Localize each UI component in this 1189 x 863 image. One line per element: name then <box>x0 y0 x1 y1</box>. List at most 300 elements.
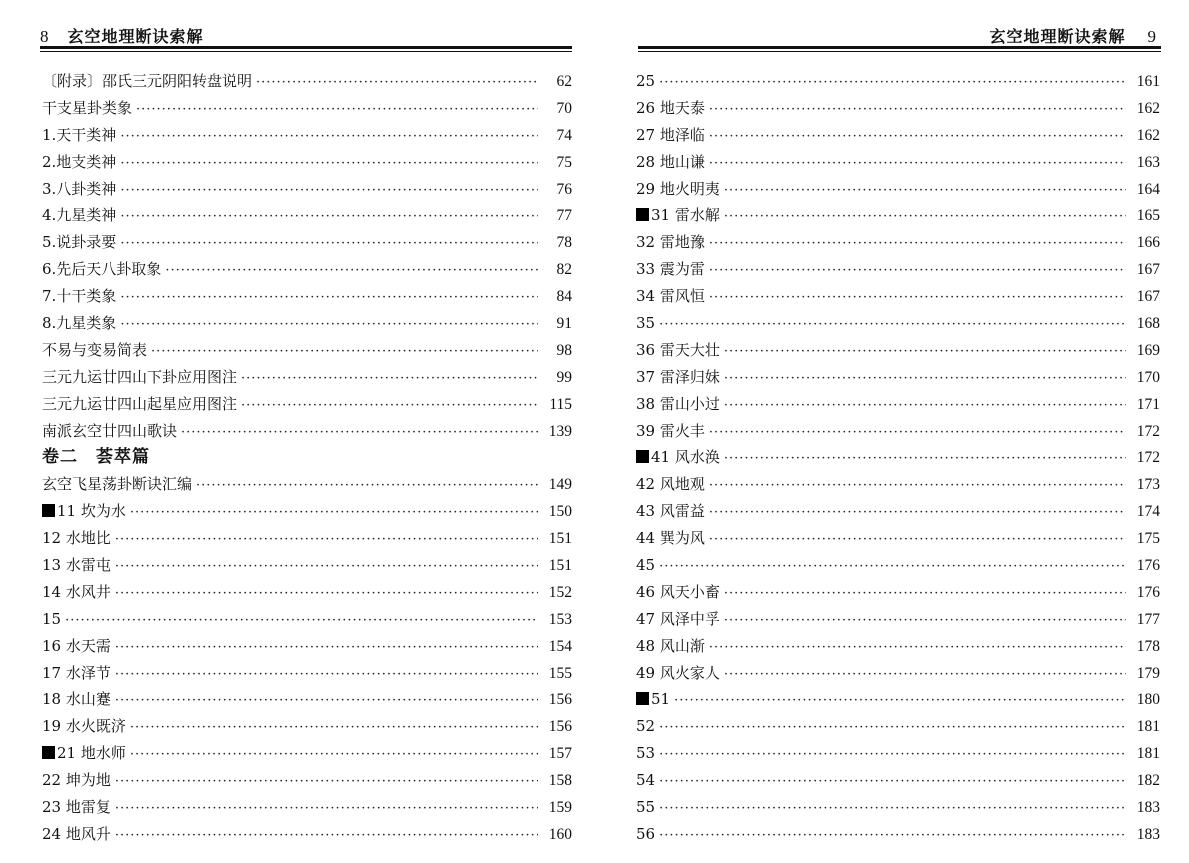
toc-entry-page: 164 <box>1136 180 1160 198</box>
toc-entry-text: 37 雷泽归妹 <box>636 367 720 386</box>
toc-entry <box>42 525 572 552</box>
toc-entry <box>42 579 572 606</box>
toc-entry-label <box>636 202 720 229</box>
toc-list <box>636 68 1160 848</box>
dot-leader <box>659 715 1126 742</box>
toc-entry-label <box>636 794 655 821</box>
toc-entry-label <box>42 606 61 633</box>
toc-entry-text: 28 地山谦 <box>636 152 705 171</box>
toc-entry-label <box>636 606 720 633</box>
toc-entry-label <box>42 95 132 122</box>
toc-entry <box>636 202 1160 229</box>
toc-entry-page: 154 <box>548 637 572 655</box>
toc-entry-page: 169 <box>1136 341 1160 359</box>
dot-leader <box>709 420 1126 447</box>
toc-entry-page: 74 <box>556 126 572 144</box>
dot-leader <box>130 500 538 527</box>
dot-leader <box>659 796 1126 823</box>
toc-entry-page: 177 <box>1136 610 1160 628</box>
toc-entry-text: 24 地风升 <box>42 824 111 843</box>
dot-leader <box>130 742 538 769</box>
toc-entry <box>42 471 572 498</box>
dot-leader <box>724 608 1126 635</box>
toc-entry-label <box>636 444 720 471</box>
dot-leader <box>115 688 538 715</box>
toc-entry-text: 〔附录〕邵氏三元阴阳转盘说明 <box>42 72 253 90</box>
toc-entry <box>636 418 1160 445</box>
toc-entry-label <box>636 821 655 848</box>
toc-entry <box>636 794 1160 821</box>
dot-leader <box>659 554 1126 581</box>
toc-entry-page: 172 <box>1136 422 1160 440</box>
page-number: 9 <box>1147 27 1157 46</box>
dot-leader <box>115 823 538 850</box>
toc-entry-page: 78 <box>556 234 572 252</box>
toc-entry-text: 31 雷水解 <box>651 206 720 225</box>
toc-entry-label <box>636 149 705 176</box>
toc-entry-page: 149 <box>548 476 572 494</box>
toc-list <box>42 68 572 848</box>
toc-entry-label <box>42 633 111 660</box>
toc-entry-page: 172 <box>1136 449 1160 467</box>
toc-entry <box>636 68 1160 95</box>
running-title: 玄空地理断诀索解 <box>67 27 204 46</box>
toc-entry-text: 6.先后天八卦取象 <box>42 260 162 279</box>
toc-entry <box>636 525 1160 552</box>
toc-entry-page: 171 <box>1136 395 1160 413</box>
dot-leader <box>120 285 538 312</box>
toc-entry-label <box>42 337 147 364</box>
toc-entry <box>636 471 1160 498</box>
toc-entry <box>42 283 572 310</box>
dot-leader <box>709 258 1126 285</box>
dot-leader <box>709 285 1126 312</box>
toc-entry <box>636 310 1160 337</box>
dot-leader <box>709 527 1126 554</box>
toc-entry-page: 166 <box>1136 234 1160 252</box>
dot-leader <box>130 715 538 742</box>
toc-entry-page: 183 <box>1136 799 1160 817</box>
toc-entry-label <box>42 686 111 713</box>
toc-entry-label <box>42 149 116 176</box>
toc-entry-label <box>42 391 237 418</box>
toc-entry <box>636 633 1160 660</box>
toc-entry <box>636 364 1160 391</box>
toc-entry-text: 三元九运廿四山下卦应用图注 <box>42 367 238 386</box>
toc-entry-text: 53 <box>636 744 656 763</box>
toc-entry-text: 36 雷天大壮 <box>636 340 720 359</box>
toc-entry-text: 7.十干类象 <box>42 287 117 306</box>
left-page-header <box>40 24 204 47</box>
toc-entry-page: 99 <box>556 368 572 386</box>
toc-entry-label <box>636 122 705 149</box>
toc-entry-label <box>42 68 252 95</box>
toc-entry-text: 5.说卦录要 <box>42 233 117 252</box>
toc-entry-label <box>636 256 705 283</box>
toc-entry-label <box>636 740 655 767</box>
toc-entry <box>636 713 1160 740</box>
toc-entry-text: 56 <box>636 824 656 843</box>
toc-entry-page: 174 <box>1136 503 1160 521</box>
dot-leader <box>120 204 538 231</box>
toc-entry-text: 29 地火明夷 <box>636 179 720 198</box>
dot-leader <box>151 339 538 366</box>
dot-leader <box>659 312 1126 339</box>
toc-entry <box>636 686 1160 713</box>
toc-entry-text: 45 <box>636 556 656 575</box>
toc-entry-page: 176 <box>1136 557 1160 575</box>
toc-entry-text: 49 风火家人 <box>636 663 720 682</box>
toc-entry-text: 35 <box>636 314 656 333</box>
toc-entry-label <box>636 525 705 552</box>
toc-entry-text: 22 坤为地 <box>42 771 111 790</box>
dot-leader <box>709 500 1126 527</box>
toc-entry-text: 26 地天泰 <box>636 98 705 117</box>
toc-entry <box>42 176 572 203</box>
toc-entry-page: 176 <box>1136 583 1160 601</box>
page-number: 8 <box>40 27 50 46</box>
toc-entry-text: 14 水风井 <box>42 582 111 601</box>
toc-entry <box>636 337 1160 364</box>
toc-entry-page: 152 <box>548 583 572 601</box>
dot-leader <box>241 366 538 393</box>
toc-entry-page: 62 <box>556 73 572 90</box>
toc-entry-label <box>636 767 655 794</box>
toc-entry-page: 179 <box>1136 664 1160 682</box>
dot-leader <box>709 124 1126 151</box>
toc-entry-page: 181 <box>1136 718 1160 736</box>
toc-entry-label <box>636 95 705 122</box>
toc-entry-label <box>636 498 705 525</box>
dot-leader <box>120 178 538 205</box>
toc-entry <box>42 606 572 633</box>
toc-entry <box>42 418 572 445</box>
toc-entry <box>636 122 1160 149</box>
toc-entry-text: 52 <box>636 717 656 736</box>
toc-entry <box>42 256 572 283</box>
toc-entry-label <box>636 579 720 606</box>
toc-entry-page: 173 <box>1136 476 1160 494</box>
dot-leader <box>115 581 538 608</box>
toc-entry <box>636 821 1160 848</box>
toc-entry-label <box>636 471 705 498</box>
toc-entry-text: 玄空飞星荡卦断诀汇编 <box>42 475 193 494</box>
dot-leader <box>724 204 1126 231</box>
black-square-marker-icon <box>42 504 55 517</box>
toc-entry-label <box>636 310 655 337</box>
left-page <box>0 0 594 863</box>
toc-entry-text: 33 震为雷 <box>636 260 705 279</box>
toc-entry-text: 54 <box>636 771 656 790</box>
toc-entry-text: 46 风天小畜 <box>636 582 720 601</box>
toc-entry-label <box>636 364 720 391</box>
toc-entry <box>636 606 1160 633</box>
toc-entry-text: 16 水天需 <box>42 636 111 655</box>
dot-leader <box>165 258 538 285</box>
toc-entry-label <box>42 471 192 498</box>
toc-entry-label <box>636 229 705 256</box>
toc-entry-text: 48 风山渐 <box>636 636 705 655</box>
toc-entry-page: 84 <box>556 288 572 306</box>
toc-entry-page: 156 <box>548 691 572 709</box>
toc-entry-label <box>42 229 116 256</box>
dot-leader <box>136 97 538 124</box>
dot-leader <box>181 420 538 447</box>
dot-leader <box>724 178 1126 205</box>
toc-entry-text: 43 风雷益 <box>636 502 705 521</box>
black-square-marker-icon <box>636 450 649 463</box>
toc-entry-label <box>636 418 705 445</box>
toc-entry <box>636 229 1160 256</box>
toc-entry-label <box>42 122 116 149</box>
dot-leader <box>256 70 538 97</box>
toc-entry-label <box>636 68 655 95</box>
dot-leader <box>709 635 1126 662</box>
toc-entry <box>42 713 572 740</box>
toc-entry-label <box>636 713 655 740</box>
toc-entry <box>636 579 1160 606</box>
dot-leader <box>120 151 538 178</box>
toc-entry-page: 115 <box>549 395 572 413</box>
dot-leader <box>674 688 1126 715</box>
toc-entry-text: 19 水火既济 <box>42 717 126 736</box>
toc-entry-label <box>42 364 237 391</box>
toc-entry-page: 159 <box>548 799 572 817</box>
dot-leader <box>241 393 538 420</box>
toc-entry-text: 55 <box>636 798 656 817</box>
toc-entry-page: 150 <box>548 503 572 521</box>
toc-entry <box>42 794 572 821</box>
toc-entry-label <box>636 283 705 310</box>
dot-leader <box>659 70 1126 97</box>
toc-entry <box>636 256 1160 283</box>
toc-entry-page: 153 <box>548 610 572 628</box>
toc-entry-text: 17 水泽节 <box>42 663 111 682</box>
dot-leader <box>709 231 1126 258</box>
toc-entry-text: 38 雷山小过 <box>636 394 720 413</box>
running-title: 玄空地理断诀索解 <box>989 27 1126 46</box>
toc-entry-text: 21 地水师 <box>57 744 126 763</box>
toc-entry-page: 139 <box>548 422 572 440</box>
toc-entry <box>636 391 1160 418</box>
toc-entry <box>42 767 572 794</box>
toc-entry-text: 18 水山蹇 <box>42 690 111 709</box>
dot-leader <box>115 554 538 581</box>
dot-leader <box>65 608 538 635</box>
toc-entry-label <box>42 418 177 445</box>
toc-entry <box>42 552 572 579</box>
dot-leader <box>115 635 538 662</box>
toc-entry <box>636 552 1160 579</box>
toc-entry <box>636 767 1160 794</box>
toc-entry <box>42 660 572 687</box>
toc-entry-text: 8.九星类象 <box>42 314 117 333</box>
toc-entry-page: 91 <box>556 315 572 333</box>
toc-entry-label <box>42 713 126 740</box>
right-page <box>594 0 1189 863</box>
toc-entry-label <box>42 444 150 471</box>
toc-entry-label <box>42 552 111 579</box>
toc-entry <box>42 364 572 391</box>
toc-entry-page: 167 <box>1136 261 1160 279</box>
toc-entry-text: 干支星卦类象 <box>42 98 133 117</box>
toc-entry-page: 178 <box>1136 637 1160 655</box>
toc-entry <box>636 444 1160 471</box>
toc-entry-page: 157 <box>548 745 572 763</box>
header-rule-thick <box>40 46 572 49</box>
dot-leader <box>196 473 538 500</box>
toc-entry-label <box>42 283 116 310</box>
toc-entry-label <box>636 337 720 364</box>
toc-entry-page: 155 <box>548 664 572 682</box>
toc-entry-text: 12 水地比 <box>42 529 111 548</box>
dot-leader <box>724 446 1126 473</box>
dot-leader <box>659 742 1126 769</box>
toc-entry-text: 32 雷地豫 <box>636 233 705 252</box>
toc-entry <box>42 122 572 149</box>
toc-entry-text: 三元九运廿四山起星应用图注 <box>42 394 238 413</box>
toc-entry-label <box>42 821 111 848</box>
toc-entry-text: 3.八卦类神 <box>42 179 117 198</box>
header-rule-thin <box>638 51 1161 52</box>
toc-entry-label <box>636 686 670 713</box>
dot-leader <box>115 527 538 554</box>
toc-entry-page: 162 <box>1136 99 1160 117</box>
toc-entry-page: 161 <box>1136 73 1160 90</box>
toc-entry-label <box>42 767 111 794</box>
dot-leader <box>120 312 538 339</box>
toc-entry <box>636 283 1160 310</box>
toc-entry <box>636 149 1160 176</box>
toc-section-heading <box>42 444 572 471</box>
black-square-marker-icon <box>636 692 649 705</box>
toc-entry <box>42 633 572 660</box>
toc-entry <box>42 310 572 337</box>
toc-entry-page: 76 <box>556 180 572 198</box>
toc-entry-page: 70 <box>556 99 572 117</box>
toc-entry <box>42 229 572 256</box>
toc-entry <box>42 686 572 713</box>
toc-entry-page: 181 <box>1136 745 1160 763</box>
toc-entry-text: 25 <box>636 72 656 90</box>
toc-entry <box>42 498 572 525</box>
dot-leader <box>115 662 538 689</box>
toc-entry <box>42 391 572 418</box>
toc-entry <box>636 95 1160 122</box>
toc-entry-page: 160 <box>548 825 572 843</box>
toc-entry-text: 南派玄空廿四山歌诀 <box>42 421 178 440</box>
toc-entry <box>42 740 572 767</box>
toc-entry-label <box>42 579 111 606</box>
dot-leader <box>724 366 1126 393</box>
dot-leader <box>120 124 538 151</box>
dot-leader <box>724 339 1126 366</box>
dot-leader <box>709 97 1126 124</box>
toc-entry-text: 39 雷火丰 <box>636 421 705 440</box>
toc-entry-page: 165 <box>1136 207 1160 225</box>
toc-entry-text: 11 坎为水 <box>57 502 126 521</box>
toc-entry-label <box>636 660 720 687</box>
toc-entry-label <box>636 552 655 579</box>
toc-entry-label <box>42 176 116 203</box>
toc-entry-page: 167 <box>1136 288 1160 306</box>
toc-entry-label <box>636 633 705 660</box>
toc-entry-text: 2.地支类神 <box>42 152 117 171</box>
black-square-marker-icon <box>636 208 649 221</box>
toc-entry-text: 15 <box>42 609 62 628</box>
toc-entry-page: 75 <box>556 153 572 171</box>
toc-entry-text: 47 风泽中孚 <box>636 609 720 628</box>
toc-entry-page: 151 <box>548 557 572 575</box>
toc-entry-text: 13 水雷屯 <box>42 556 111 575</box>
toc-entry-page: 158 <box>548 772 572 790</box>
toc-entry <box>42 68 572 95</box>
toc-entry-text: 1.天干类神 <box>42 125 117 144</box>
dot-leader <box>724 581 1126 608</box>
toc-entry-label <box>42 740 126 767</box>
toc-entry-label <box>636 176 720 203</box>
toc-entry-label <box>42 498 126 525</box>
toc-entry <box>636 660 1160 687</box>
toc-entry-page: 77 <box>556 207 572 225</box>
toc-entry-label <box>636 391 720 418</box>
dot-leader <box>659 823 1126 850</box>
header-rule-thick <box>638 46 1161 49</box>
black-square-marker-icon <box>42 746 55 759</box>
toc-entry-text: 42 风地观 <box>636 475 705 494</box>
toc-entry-label <box>42 310 116 337</box>
toc-entry-text: 23 地雷复 <box>42 798 111 817</box>
dot-leader <box>709 151 1126 178</box>
toc-entry-label <box>42 525 111 552</box>
toc-entry-text: 4.九星类神 <box>42 206 117 225</box>
toc-entry-text: 41 风水涣 <box>651 448 720 467</box>
toc-entry-page: 170 <box>1136 368 1160 386</box>
dot-leader <box>115 769 538 796</box>
toc-entry-page: 183 <box>1136 825 1160 843</box>
toc-entry <box>42 337 572 364</box>
toc-entry <box>42 821 572 848</box>
toc-entry-text: 51 <box>651 690 671 709</box>
toc-entry <box>42 149 572 176</box>
right-page-header <box>989 24 1157 47</box>
toc-entry-page: 98 <box>556 341 572 359</box>
toc-entry-page: 168 <box>1136 315 1160 333</box>
toc-entry-page: 156 <box>548 718 572 736</box>
toc-entry-page: 163 <box>1136 153 1160 171</box>
toc-entry-label <box>42 794 111 821</box>
toc-entry-page: 162 <box>1136 126 1160 144</box>
dot-leader <box>724 662 1126 689</box>
toc-entry <box>42 95 572 122</box>
toc-entry-page: 151 <box>548 530 572 548</box>
toc-entry-label <box>42 256 161 283</box>
toc-entry-text: 34 雷风恒 <box>636 287 705 306</box>
dot-leader <box>709 473 1126 500</box>
toc-entry-text: 卷二 荟萃篇 <box>42 447 150 468</box>
dot-leader <box>115 796 538 823</box>
toc-entry-page: 175 <box>1136 530 1160 548</box>
toc-entry-text: 44 巽为风 <box>636 529 705 548</box>
toc-entry <box>42 202 572 229</box>
toc-entry-text: 27 地泽临 <box>636 125 705 144</box>
toc-entry-label <box>42 660 111 687</box>
toc-entry <box>636 740 1160 767</box>
toc-entry-text: 不易与变易简表 <box>42 340 148 359</box>
header-rule-thin <box>40 51 572 52</box>
dot-leader <box>659 769 1126 796</box>
toc-entry <box>636 176 1160 203</box>
